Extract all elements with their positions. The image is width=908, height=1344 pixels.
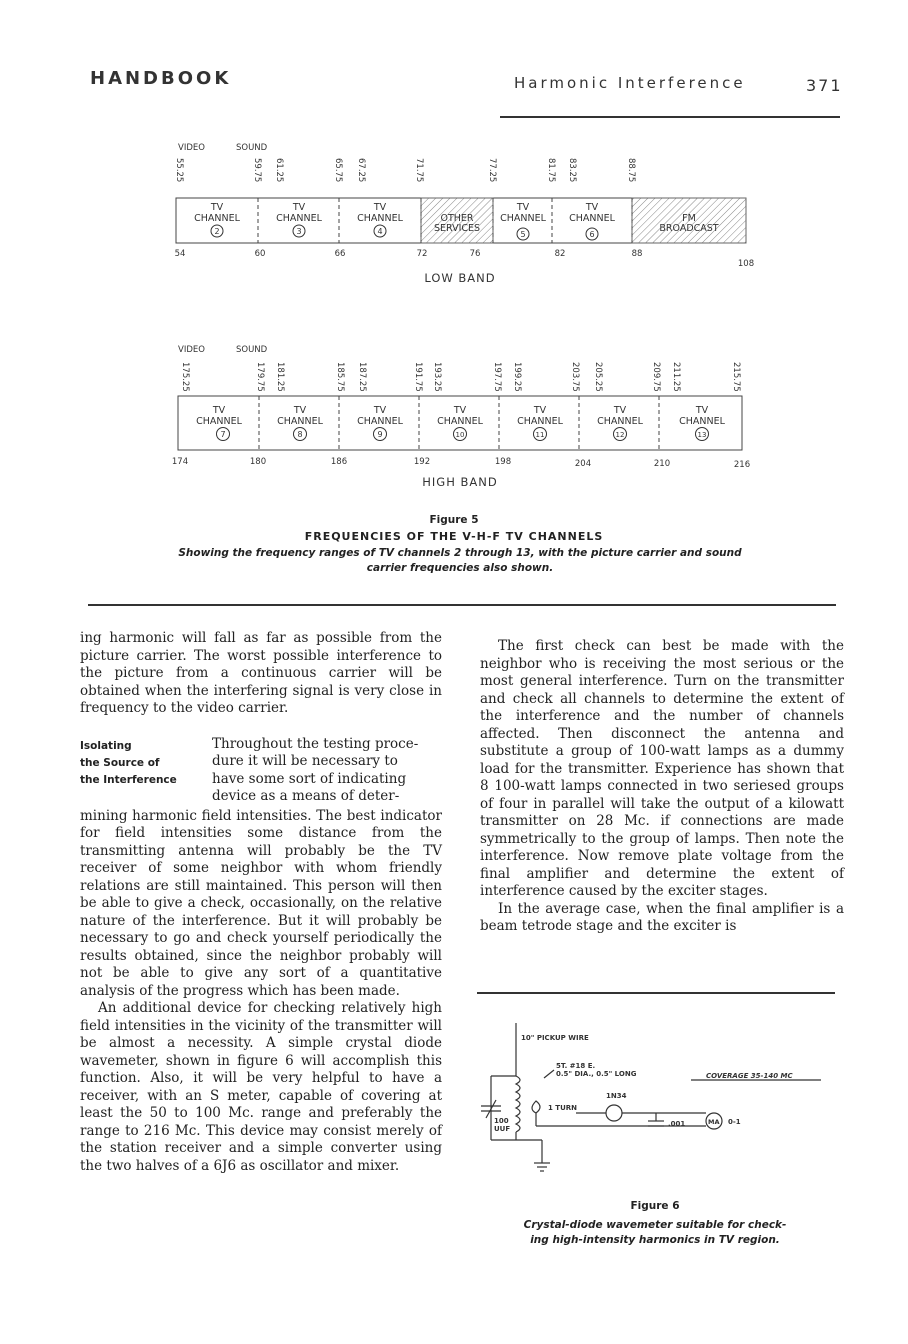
high-band-label: HIGH BAND [422, 475, 498, 489]
bypass-cap-label: .001 [668, 1120, 686, 1128]
low-carrier: 83.25 [567, 158, 577, 183]
high-edge: 180 [249, 457, 267, 467]
cap-val-2: UUF [494, 1125, 511, 1133]
ch4-label: CHANNEL [357, 213, 403, 224]
ch6-label: CHANNEL [569, 213, 615, 224]
ch7-label: CHANNEL [196, 416, 242, 427]
left-para-1: ing harmonic will fall as far as possible from the picture carrier. The worst possible interference to the picture from a continuous carrier will be obtained when the interfering signal is very close in frequency to the video carrier. [80, 630, 442, 716]
ch4-tv: TV [373, 202, 387, 213]
right-para-1: The first check can best be made with the neighbor who is receiving the most serious or the most general interference. Turn on the transmitter and check all channels to determine the extent of the interference and the number of channels affected. Then disconnect the antenna and substitute a group of 100-watt lamps as a dummy load for the transmitter. Experience has shown that 8 100-watt lamps connected in two seriesed groups of four in parallel will take the output of a kilowatt transmitter on 28 Mc. if connections are made symmetrically to the group of lamps. Then note the interference. Now remove plate voltage from the final amplifier and determine the extent of interference caused by the exciter stages. [480, 638, 844, 899]
para2-lead-line: dure it will be necessary to [212, 753, 398, 769]
high-carrier: 211.25 [671, 362, 681, 392]
page-number: 371 [806, 76, 843, 95]
other-services-1: OTHER [440, 213, 474, 224]
coil-spec-1: 5T. #18 E. [556, 1062, 596, 1070]
high-carrier: 209.75 [651, 362, 661, 392]
ch10-label: CHANNEL [437, 416, 483, 427]
fm-2: BROADCAST [659, 223, 719, 234]
side-head-line: the Interference [80, 773, 177, 786]
high-carrier: 187.25 [357, 362, 367, 392]
high-carrier: 175.25 [180, 362, 190, 392]
ch6-tv: TV [585, 202, 599, 213]
header-rule [500, 116, 840, 118]
ch13-number: 13 [697, 431, 707, 439]
ch8-label: CHANNEL [277, 416, 323, 427]
low-carrier: 61.25 [274, 158, 284, 183]
high-edge-labels [172, 457, 750, 470]
high-edge: 210 [653, 459, 671, 469]
high-video-label: VIDEO [178, 345, 205, 355]
high-carrier: 181.25 [275, 362, 285, 392]
figure-5-caption-1: Showing the frequency ranges of TV channels 2 through 13, with the picture carrier and sound [178, 547, 742, 559]
high-sound-label: SOUND [236, 345, 268, 355]
ch7-number: 7 [220, 430, 226, 439]
figure-5-title: FREQUENCIES OF THE V-H-F TV CHANNELS [304, 530, 604, 543]
low-edge: 108 [737, 259, 755, 269]
low-edge: 72 [416, 249, 428, 259]
left-para-3: An additional device for checking relatively high field intensities in the vicinity of the transmitter will be almost a necessity. A simple crystal diode wavemeter, shown in figure 6 will accomplish this function. Also, it will be very helpful to have a receiver, with an S meter, capable of covering at least the 50 to 100 Mc. range and preferably the range to 216 Mc. This device may consist merely of the station receiver and a simple converter using the two halves of a 6J6 as oscillator and mixer. [80, 1000, 442, 1174]
high-carrier: 191.75 [413, 362, 423, 392]
high-carrier: 197.75 [492, 362, 502, 392]
ch11-number: 11 [535, 431, 545, 439]
high-carrier: 205.25 [593, 362, 603, 392]
ch8-number: 8 [297, 430, 303, 439]
high-carrier: 185.75 [335, 362, 345, 392]
running-header-right: Harmonic Interference [514, 74, 746, 92]
low-carrier: 81.75 [546, 158, 556, 183]
para2-lead-line: have some sort of indicating [212, 770, 407, 787]
low-edge: 60 [254, 249, 266, 259]
low-carrier: 59.75 [252, 158, 262, 183]
low-edge: 54 [174, 249, 186, 259]
low-video-label: VIDEO [178, 143, 205, 153]
low-edge: 76 [469, 249, 481, 259]
ch4-number: 4 [377, 227, 383, 236]
low-edge: 66 [334, 249, 346, 259]
left-column [80, 630, 442, 1175]
ch5-tv: TV [516, 202, 530, 213]
ch2-number: 2 [214, 227, 220, 236]
turn-label: 1 TURN [548, 1104, 578, 1112]
side-head [80, 738, 205, 789]
figure-6-number: Figure 6 [630, 1200, 680, 1212]
ch9-tv: TV [373, 405, 387, 416]
low-carrier: 88.75 [626, 158, 636, 183]
high-edge: 192 [413, 457, 431, 467]
high-edge: 186 [330, 457, 348, 467]
low-carrier: 71.75 [414, 158, 424, 183]
pickup-wire-label: 10" PICKUP WIRE [521, 1034, 589, 1042]
meter-range-label: 0-1 [728, 1118, 741, 1126]
para2-lead-line: device as a means of deter- [212, 788, 400, 804]
ch12-tv: TV [613, 405, 627, 416]
side-head-line: Isolating [80, 739, 132, 752]
para2-lead-line: Throughout the testing proce- [212, 735, 419, 752]
coil-spec-2: 0.5" DIA., 0.5" LONG [556, 1070, 637, 1078]
low-sound-label: SOUND [236, 143, 268, 153]
ch11-tv: TV [533, 405, 547, 416]
low-carrier: 55.25 [174, 158, 184, 183]
high-carrier: 179.75 [255, 362, 265, 392]
ch3-tv: TV [292, 202, 306, 213]
figure-6-schematic [476, 1018, 836, 1183]
figure-5-rule [88, 604, 836, 606]
ch9-label: CHANNEL [357, 416, 403, 427]
low-edge: 88 [631, 249, 643, 259]
low-carrier-labels [174, 158, 636, 182]
high-carrier-labels [180, 362, 741, 392]
ch2-label: CHANNEL [194, 213, 240, 224]
ch5-number: 5 [520, 230, 526, 239]
low-carrier: 67.25 [356, 158, 366, 183]
ch12-label: CHANNEL [597, 416, 643, 427]
figure-6-caption-1: Crystal-diode wavemeter suitable for check- [523, 1219, 787, 1231]
high-edge: 174 [171, 457, 189, 467]
ch11-label: CHANNEL [517, 416, 563, 427]
ch7-tv: TV [212, 405, 226, 416]
right-column [480, 638, 844, 936]
ch6-number: 6 [589, 230, 595, 239]
high-edge: 198 [494, 457, 512, 467]
ch3-number: 3 [296, 227, 302, 236]
right-column-rule [477, 992, 835, 994]
meter-label: MA [708, 1118, 720, 1126]
figure-5-number: Figure 5 [429, 514, 479, 526]
ch10-tv: TV [453, 405, 467, 416]
high-edge: 216 [733, 460, 751, 470]
ch8-tv: TV [293, 405, 307, 416]
low-carrier: 65.75 [333, 158, 343, 183]
figure-6-caption-2: ing high-intensity harmonics in TV region. [530, 1234, 780, 1246]
ch13-label: CHANNEL [679, 416, 725, 427]
high-carrier: 215.75 [731, 362, 741, 392]
high-carrier: 203.75 [570, 362, 580, 392]
fm-1: FM [682, 213, 696, 224]
low-band-label: LOW BAND [424, 271, 496, 285]
coverage-label: COVERAGE 35-140 MC [706, 1072, 793, 1080]
diode-label: 1N34 [606, 1092, 627, 1100]
low-carrier: 77.25 [487, 158, 497, 183]
high-edge: 204 [574, 459, 592, 469]
low-edge: 82 [554, 249, 566, 259]
high-carrier: 199.25 [512, 362, 522, 392]
side-head-line: the Source of [80, 756, 160, 769]
running-header-left: HANDBOOK [90, 68, 232, 89]
right-para-2: In the average case, when the final amplifier is a beam tetrode stage and the exciter is [480, 900, 844, 934]
ch3-label: CHANNEL [276, 213, 322, 224]
ch12-number: 12 [615, 431, 625, 439]
other-services-2: SERVICES [433, 223, 481, 234]
ch10-number: 10 [455, 431, 465, 439]
ch2-tv: TV [210, 202, 224, 213]
low-edge-labels [175, 249, 755, 269]
ch9-number: 9 [377, 430, 383, 439]
figure-5-diagram [150, 130, 770, 500]
high-carrier: 193.25 [432, 362, 442, 392]
cap-val-1: 100 [494, 1117, 509, 1125]
ch5-label: CHANNEL [500, 213, 546, 224]
figure-5-caption-2: carrier frequencies also shown. [366, 562, 554, 574]
ch13-tv: TV [695, 405, 709, 416]
left-para-2: mining harmonic field intensities. The best indicator for field intensities some distance from the transmitting antenna will probably be the TV receiver of some neighbor with whom friendly relations are still maintained. This person will then be able to give a check, occasionally, on the relative nature of the interference. But it will probably be necessary to go and check yourself periodically the results obtained, since the neighbor probably will not be able to give any sort of a quantitative analysis of the progress which has been made. [80, 807, 442, 999]
